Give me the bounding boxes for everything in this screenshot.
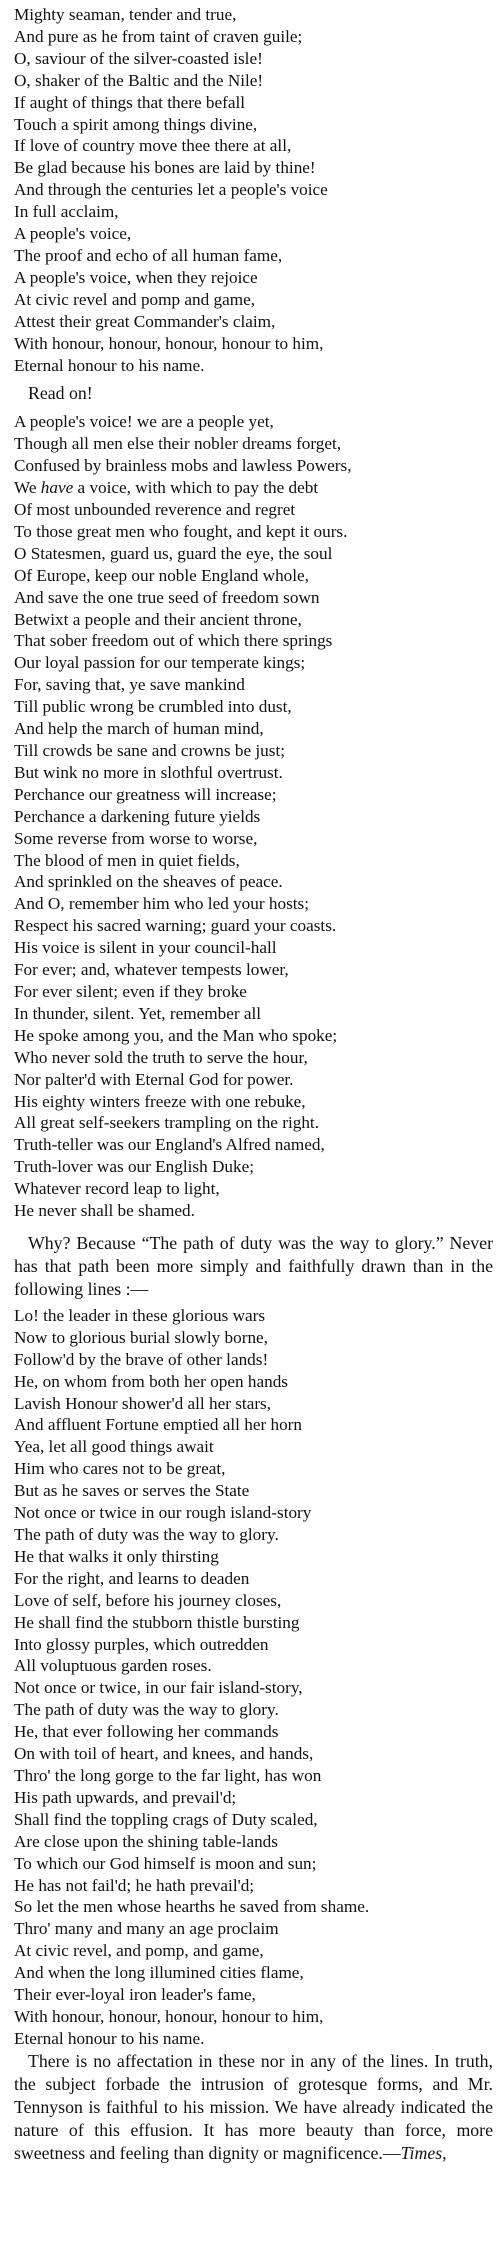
- read-on-line: Read on!: [28, 383, 93, 404]
- poem-line: To those great men who fought, and kept it ours.: [14, 521, 348, 541]
- poem-line: All voluptuous garden roses.: [14, 1656, 212, 1676]
- emphasized-word: have: [40, 478, 74, 498]
- poem-line: [14, 477, 493, 499]
- poem-excerpt-column: [14, 4, 493, 2165]
- poem-line: So let the men whose hearths he saved from shame.: [14, 1897, 370, 1917]
- poem-line: Betwixt a people and their ancient throne,: [14, 609, 302, 629]
- poem-line: Now to glorious burial slowly borne,: [14, 1327, 268, 1347]
- poem-line-text: We: [14, 478, 41, 498]
- source-attribution: Times,: [400, 2142, 447, 2163]
- poem-line: In full acclaim,: [14, 202, 119, 222]
- poem-line: Respect his sacred warning; guard your coasts.: [14, 916, 337, 936]
- poem-line: If aught of things that there befall: [14, 92, 245, 112]
- poem-line: Truth-teller was our England's Alfred named,: [14, 1135, 325, 1155]
- poem-line: He that walks it only thirsting: [14, 1546, 219, 1566]
- poem-line: Of most unbounded reverence and regret: [14, 500, 296, 520]
- poem-line: But wink no more in slothful overtrust.: [14, 762, 283, 782]
- poem-line: If love of country move thee there at all,: [14, 136, 292, 156]
- poem-line: With honour, honour, honour, honour to him,: [14, 2006, 324, 2026]
- poem-line: Confused by brainless mobs and lawless Powers,: [14, 456, 352, 476]
- poem-line: He never shall be shamed.: [14, 1201, 195, 1221]
- poem-line: Our loyal passion for our temperate kings;: [14, 653, 306, 673]
- poem-line: Attest their great Commander's claim,: [14, 311, 276, 331]
- poem-line: The path of duty was the way to glory.: [14, 1525, 279, 1544]
- poem-line: Yea, let all good things await: [14, 1437, 214, 1457]
- poem-line: Him who cares not to be great,: [14, 1459, 226, 1479]
- poem-line: Truth-lover was our English Duke;: [14, 1157, 254, 1177]
- poem-line: And save the one true seed of freedom sown: [14, 587, 320, 607]
- poem-line: Thro' many and many an age proclaim: [14, 1919, 279, 1939]
- poem-line: He spoke among you, and the Man who spoke;: [14, 1025, 338, 1045]
- poem-line: Into glossy purples, which outredden: [14, 1634, 269, 1654]
- poem-line: Of Europe, keep our noble England whole,: [14, 565, 309, 585]
- poem-line: Nor palter'd with Eternal God for power.: [14, 1069, 294, 1089]
- poem-line: And through the centuries let a people's voice: [14, 180, 328, 200]
- poem-line: To which our God himself is moon and sun;: [14, 1853, 317, 1873]
- poem-line: Are close upon the shining table-lands: [14, 1831, 278, 1851]
- poem-line: His path upwards, and prevail'd;: [14, 1787, 237, 1807]
- poem-line: Till public wrong be crumbled into dust,: [14, 697, 292, 717]
- poem-line: On with toil of heart, and knees, and hands,: [14, 1744, 314, 1764]
- poem-line: For the right, and learns to deaden: [14, 1568, 250, 1588]
- poem-line: A people's voice,: [14, 224, 132, 244]
- poem-line: And sprinkled on the sheaves of peace.: [14, 872, 283, 892]
- poem-line: But as he saves or serves the State: [14, 1481, 250, 1501]
- poem-line: That sober freedom out of which there springs: [14, 631, 333, 651]
- poem-line: And pure as he from taint of craven guile;: [14, 26, 303, 46]
- poem-stanza-2-rest: [14, 499, 493, 1222]
- poem-stanza-1: [14, 4, 493, 376]
- poem-line: He, that ever following her commands: [14, 1722, 279, 1742]
- poem-line: Perchance our greatness will increase;: [14, 784, 277, 804]
- poem-line: And when the long illumined cities flame,: [14, 1963, 304, 1983]
- poem-line: Who never sold the truth to serve the hour,: [14, 1047, 308, 1067]
- poem-line: The blood of men in quiet fields,: [14, 850, 240, 870]
- commentary-text: There is no affectation in these nor in any of the lines. In truth, the subject forbade the intrusion of grotesque forms, and Mr. Tennyson is faithful to his mission. We have already indicated the nature of this effusion. It has more beauty than force, more sweetness and feeling than dignity or magnificence.—: [14, 2050, 493, 2163]
- poem-line: His voice is silent in your council-hall: [14, 938, 277, 958]
- poem-line: In thunder, silent. Yet, remember all: [14, 1003, 262, 1023]
- poem-line: And affluent Fortune emptied all her horn: [14, 1415, 302, 1435]
- poem-line: Their ever-loyal iron leader's fame,: [14, 1985, 256, 2005]
- poem-line: He, on whom from both her open hands: [14, 1371, 288, 1391]
- poem-line: He shall find the stubborn thistle bursting: [14, 1612, 300, 1632]
- poem-line-text: a voice, with which to pay the debt: [73, 478, 319, 498]
- poem-line: Lavish Honour shower'd all her stars,: [14, 1393, 272, 1413]
- poem-line: At civic revel and pomp and game,: [14, 289, 256, 309]
- commentary-paragraph-2: [14, 2050, 493, 2165]
- poem-stanza-3: [14, 1305, 493, 2050]
- poem-line: Whatever record leap to light,: [14, 1179, 220, 1199]
- poem-line: Touch a spirit among things divine,: [14, 114, 258, 134]
- poem-line: Lo! the leader in these glorious wars: [14, 1305, 266, 1325]
- poem-line: For ever silent; even if they broke: [14, 981, 247, 1001]
- poem-line: O, saviour of the silver-coasted isle!: [14, 48, 263, 68]
- poem-line: Thro' the long gorge to the far light, has won: [14, 1765, 322, 1785]
- poem-line: Eternal honour to his name.: [14, 2028, 205, 2048]
- poem-line: Not once or twice, in our fair island-story,: [14, 1678, 303, 1698]
- poem-line: Be glad because his bones are laid by thine!: [14, 158, 316, 178]
- poem-line: His eighty winters freeze with one rebuke,: [14, 1091, 306, 1111]
- poem-line: At civic revel, and pomp, and game,: [14, 1941, 264, 1961]
- poem-line: Some reverse from worse to worse,: [14, 828, 258, 848]
- poem-line: The path of duty was the way to glory.: [14, 1700, 279, 1720]
- commentary-paragraph-1: Why? Because “The path of duty was the way to glory.” Never has that path been more simply and faithfully drawn than in the following lines :—: [14, 1232, 493, 1299]
- poem-line: With honour, honour, honour, honour to him,: [14, 333, 324, 353]
- poem-line: He has not fail'd; he hath prevail'd;: [14, 1875, 255, 1895]
- poem-line: For ever; and, whatever tempests lower,: [14, 960, 289, 980]
- poem-line: Though all men else their nobler dreams forget,: [14, 434, 342, 454]
- poem-line: Follow'd by the brave of other lands!: [14, 1349, 269, 1369]
- poem-line: Till crowds be sane and crowns be just;: [14, 741, 285, 760]
- poem-line: Perchance a darkening future yields: [14, 806, 261, 826]
- poem-line: Eternal honour to his name.: [14, 355, 205, 375]
- poem-line: O Statesmen, guard us, guard the eye, the soul: [14, 543, 333, 563]
- poem-line: Love of self, before his journey closes,: [14, 1590, 282, 1610]
- poem-line: Not once or twice in our rough island-story: [14, 1503, 312, 1523]
- poem-line: O, shaker of the Baltic and the Nile!: [14, 70, 264, 90]
- poem-line: Mighty seaman, tender and true,: [14, 5, 237, 24]
- poem-line: All great self-seekers trampling on the right.: [14, 1113, 319, 1133]
- poem-line: A people's voice, when they rejoice: [14, 267, 258, 287]
- poem-line: And O, remember him who led your hosts;: [14, 894, 310, 914]
- poem-stanza-2: [14, 411, 493, 1222]
- poem-line: A people's voice! we are a people yet,: [14, 412, 274, 432]
- poem-line: The proof and echo of all human fame,: [14, 245, 283, 265]
- poem-line: And help the march of human mind,: [14, 719, 264, 739]
- poem-line: Shall find the toppling crags of Duty scaled,: [14, 1809, 318, 1829]
- poem-line: For, saving that, ye save mankind: [14, 675, 245, 695]
